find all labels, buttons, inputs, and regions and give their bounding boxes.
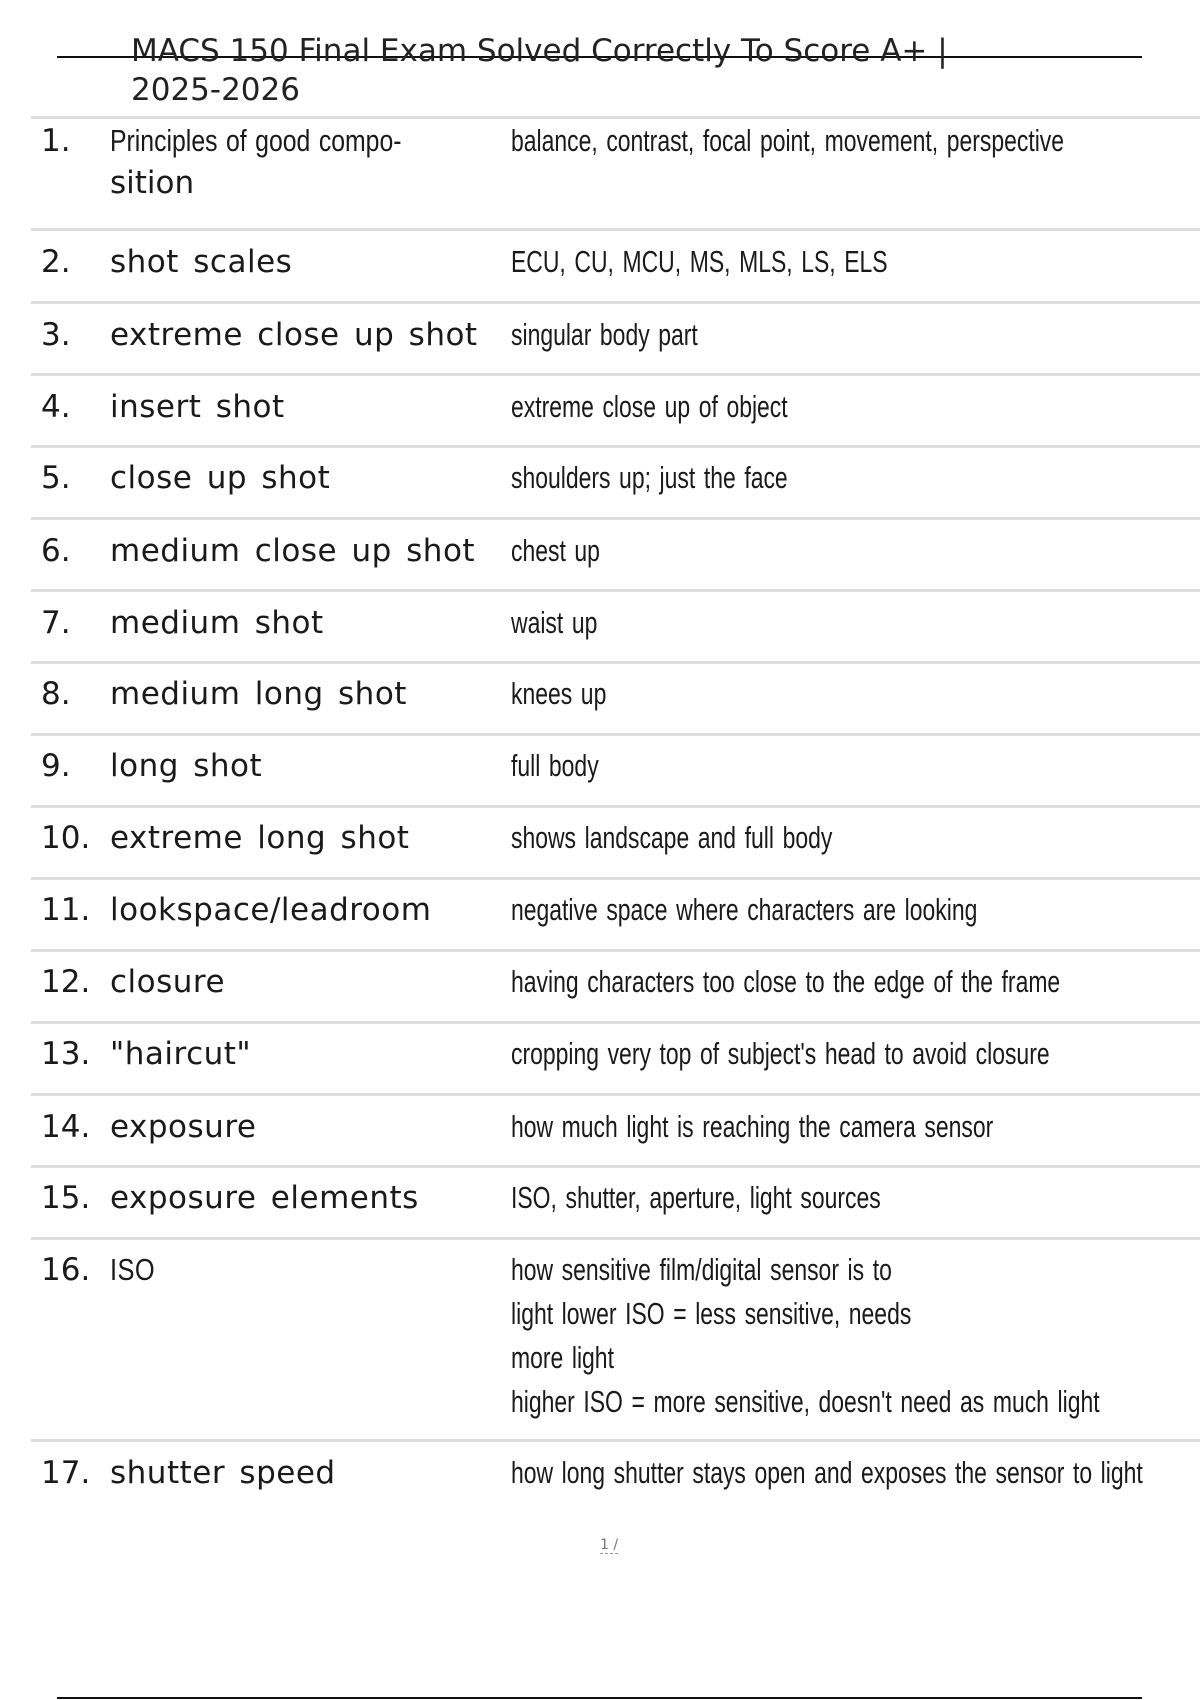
card-number: 4. — [41, 389, 71, 425]
flashcard-row — [31, 445, 1200, 517]
card-number: 6. — [41, 533, 71, 569]
card-number: 1. — [41, 123, 71, 159]
card-number: 17. — [41, 1455, 91, 1491]
flashcard-row — [31, 1237, 1200, 1439]
card-definition-line: how sensitive film/digital sensor is to — [511, 1252, 892, 1287]
card-definition-line: more light — [511, 1340, 614, 1375]
card-number: 12. — [41, 964, 91, 1000]
card-number: 15. — [41, 1180, 91, 1216]
card-definition-line: how long shutter stays open and exposes the sensor to light — [511, 1455, 1143, 1490]
flashcard-row — [31, 373, 1200, 445]
card-definition — [511, 1248, 1100, 1424]
card-number: 11. — [41, 892, 91, 928]
card-definition-line: cropping very top of subject's head to avoid closure — [511, 1036, 1050, 1071]
card-definition — [511, 601, 597, 645]
card-definition-line: waist up — [511, 605, 598, 640]
card-definition-line: full body — [511, 748, 599, 783]
card-definition — [511, 456, 788, 500]
flashcard-row — [31, 733, 1200, 805]
flashcard-row — [31, 877, 1200, 949]
card-term: medium close up shot — [110, 533, 476, 569]
card-definition — [511, 672, 606, 716]
card-number: 10. — [41, 820, 91, 856]
page-title — [131, 32, 1031, 110]
card-term: close up shot — [110, 460, 331, 496]
page-number: 1 / — [600, 1537, 619, 1553]
card-number: 3. — [41, 317, 71, 353]
card-number: 7. — [41, 605, 71, 641]
card-term: exposure — [110, 1109, 257, 1145]
card-definition-line: how much light is reaching the camera sensor — [511, 1109, 994, 1144]
card-definition — [511, 888, 977, 932]
flashcard-row — [31, 1093, 1200, 1165]
card-definition — [511, 385, 788, 429]
card-term: shutter speed — [110, 1455, 336, 1491]
flashcard-row: 1. Principles of good compo- sition balance, contrast, focal point, movement, perspective — [31, 116, 1200, 228]
footer-rule — [57, 1697, 1142, 1699]
card-number: 14. — [41, 1109, 91, 1145]
card-definition — [511, 119, 1064, 163]
flashcard-row — [31, 949, 1200, 1021]
flashcard-row — [31, 1165, 1200, 1237]
card-term: shot scales — [110, 244, 293, 280]
card-definition-line: shows landscape and full body — [511, 820, 833, 855]
card-term: closure — [110, 964, 226, 1000]
card-number: 5. — [41, 460, 71, 496]
card-term: medium long shot — [110, 676, 407, 712]
card-term: insert shot — [110, 389, 285, 425]
card-term: extreme long shot — [110, 820, 410, 856]
card-term: lookspace/leadroom — [110, 892, 432, 928]
card-definition — [511, 240, 888, 284]
card-term: ISO — [110, 1252, 156, 1287]
card-definition-line: higher ISO = more sensitive, doesn't need as much light — [511, 1384, 1100, 1419]
flashcard-row — [31, 301, 1200, 373]
card-definition — [511, 529, 600, 573]
flashcard-row — [31, 589, 1200, 661]
card-definition — [511, 1032, 1050, 1076]
card-definition-line: chest up — [511, 533, 600, 568]
card-definition-line: balance, contrast, focal point, movement, perspective — [511, 123, 1065, 158]
card-definition — [511, 960, 1060, 1004]
card-number: 9. — [41, 748, 71, 784]
card-number: 2. — [41, 244, 71, 280]
card-definition-line: singular body part — [511, 317, 698, 352]
card-term: extreme close up shot — [110, 317, 478, 353]
page-title-line-1: MACS 150 Final Exam Solved Correctly To Score A+ | — [131, 33, 948, 69]
flashcard-list — [31, 116, 1200, 1511]
flashcard-row — [31, 1439, 1200, 1511]
card-definition-line: extreme close up of object — [511, 389, 788, 424]
card-definition — [511, 744, 599, 788]
card-definition — [511, 1176, 881, 1220]
card-term: exposure elements — [110, 1180, 419, 1216]
card-definition-line: having characters too close to the edge of the frame — [511, 964, 1061, 999]
flashcard-row — [31, 1021, 1200, 1093]
card-number: 13. — [41, 1036, 91, 1072]
card-definition — [511, 1105, 993, 1149]
card-definition — [511, 1451, 1143, 1495]
card-definition-line: negative space where characters are looking — [511, 892, 978, 927]
card-definition-line: light lower ISO = less sensitive, needs — [511, 1296, 912, 1331]
card-number: 16. — [41, 1252, 91, 1288]
flashcard-row — [31, 805, 1200, 877]
card-term: long shot — [110, 748, 263, 784]
card-number: 8. — [41, 676, 71, 712]
card-definition-line: knees up — [511, 676, 607, 711]
page-title-line-2: 2025-2026 — [131, 72, 300, 108]
card-term: "haircut" — [110, 1036, 252, 1072]
card-definition-line: ECU, CU, MCU, MS, MLS, LS, ELS — [511, 244, 888, 279]
flashcard-row — [31, 517, 1200, 589]
card-definition-line: shoulders up; just the face — [511, 460, 788, 495]
flashcard-row — [31, 228, 1200, 301]
card-definition — [511, 816, 832, 860]
flashcard-row — [31, 661, 1200, 733]
card-definition-line: ISO, shutter, aperture, light sources — [511, 1180, 881, 1215]
card-definition — [511, 313, 698, 357]
card-term: medium shot — [110, 605, 324, 641]
